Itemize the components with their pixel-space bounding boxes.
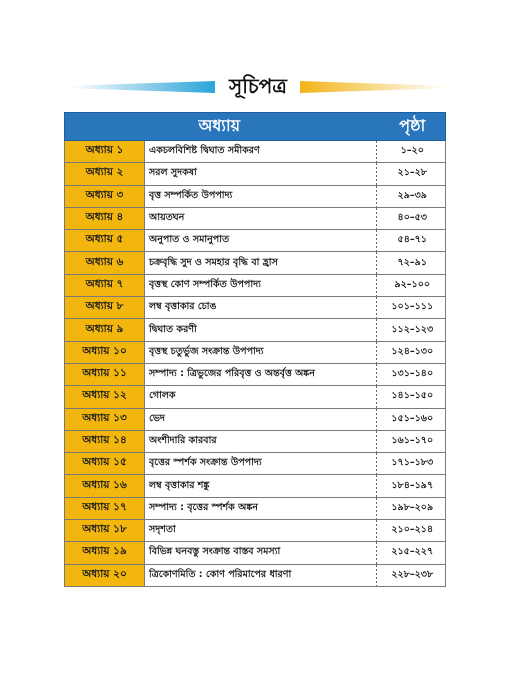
page-range: ৫৪–৭১ [380, 230, 446, 252]
chapter-label: অধ্যায় ১৭ [65, 497, 145, 519]
table-row [65, 230, 446, 252]
chapter-label: অধ্যায় ১৪ [65, 430, 145, 452]
chapter-topic: ভেদ [145, 408, 374, 430]
chapter-topic: বিভিন্ন ঘনবস্তু সংক্রান্ত বাস্তব সমস্যা [145, 542, 374, 564]
title-banner [70, 70, 446, 104]
table-row [65, 207, 446, 229]
chapter-label: অধ্যায় ৯ [65, 319, 145, 341]
table-row [65, 274, 446, 296]
table-row [65, 319, 446, 341]
chapter-topic: লম্ব বৃত্তাকার শঙ্কু [145, 475, 374, 497]
page-range: ১১২–১২৩ [380, 319, 446, 341]
page-range: ৭২–৯১ [380, 252, 446, 274]
page-range: ৯২–১০০ [380, 274, 446, 296]
chapter-topic: বৃত্ত সম্পর্কিত উপপাদ্য [145, 185, 374, 207]
page-range: ১৮৪–১৯৭ [380, 475, 446, 497]
page-range: ২১০–২১৪ [380, 520, 446, 542]
title-bar-right [300, 81, 446, 93]
table-row [65, 453, 446, 475]
chapter-topic: দ্বিঘাত করণী [145, 319, 374, 341]
table-header-row [65, 113, 446, 141]
table-row [65, 564, 446, 586]
table-row [65, 520, 446, 542]
page-range: ২১৫–২২৭ [380, 542, 446, 564]
chapter-label: অধ্যায় ৬ [65, 252, 145, 274]
page-range: ১৬১–১৭০ [380, 430, 446, 452]
table-row [65, 297, 446, 319]
chapter-topic: সম্পাদ্য : ত্রিভুজের পরিবৃত্ত ও অন্তর্বৃত্ত অঙ্কন [145, 363, 374, 385]
chapter-label: অধ্যায় ১৫ [65, 453, 145, 475]
chapter-topic: একচলবিশিষ্ট দ্বিঘাত সমীকরণ [145, 141, 374, 163]
header-page: পৃষ্ঠা [380, 113, 446, 141]
chapter-topic: সরল সুদকষা [145, 163, 374, 185]
chapter-topic: আয়তঘন [145, 207, 374, 229]
title-bar-left [70, 81, 215, 93]
chapter-label: অধ্যায় ৭ [65, 274, 145, 296]
table-row [65, 341, 446, 363]
contents-table [64, 112, 446, 587]
chapter-label: অধ্যায় ৩ [65, 185, 145, 207]
page-range: ১০১–১১১ [380, 297, 446, 319]
table-row [65, 430, 446, 452]
page-range: ২৯–৩৯ [380, 185, 446, 207]
chapter-label: অধ্যায় ১৯ [65, 542, 145, 564]
chapter-label: অধ্যায় ১৬ [65, 475, 145, 497]
chapter-topic: বৃত্তের স্পর্শক সংক্রান্ত উপপাদ্য [145, 453, 374, 475]
chapter-label: অধ্যায় ১৮ [65, 520, 145, 542]
page-title: সূচিপত্র [229, 74, 287, 98]
page-range: ১৭১–১৮৩ [380, 453, 446, 475]
table-row [65, 141, 446, 163]
chapter-topic: সদৃশতা [145, 520, 374, 542]
chapter-label: অধ্যায় ৫ [65, 230, 145, 252]
chapter-topic: সম্পাদ্য : বৃত্তের স্পর্শক অঙ্কন [145, 497, 374, 519]
chapter-topic: বৃত্তস্থ কোণ সম্পর্কিত উপপাদ্য [145, 274, 374, 296]
page-range: ২২৮–২৩৮ [380, 564, 446, 586]
chapter-label: অধ্যায় ১০ [65, 341, 145, 363]
chapter-label: অধ্যায় ১১ [65, 363, 145, 385]
page-range: ১৫১–১৬০ [380, 408, 446, 430]
table-row [65, 497, 446, 519]
table-row [65, 408, 446, 430]
chapter-topic: ত্রিকোণমিতি : কোণ পরিমাপের ধারণা [145, 564, 374, 586]
chapter-topic: গোলক [145, 386, 374, 408]
table-body [65, 141, 446, 587]
chapter-topic: অনুপাত ও সমানুপাত [145, 230, 374, 252]
table-row [65, 542, 446, 564]
page-range: ১৯৮–২০৯ [380, 497, 446, 519]
chapter-label: অধ্যায় ২০ [65, 564, 145, 586]
chapter-topic: অংশীদারি কারবার [145, 430, 374, 452]
chapter-label: অধ্যায় ১ [65, 141, 145, 163]
header-chapter: অধ্যায় [65, 113, 374, 141]
page-range: ১–২০ [380, 141, 446, 163]
page-range: ২১–২৮ [380, 163, 446, 185]
chapter-label: অধ্যায় ১২ [65, 386, 145, 408]
chapter-label: অধ্যায় ১৩ [65, 408, 145, 430]
page-range: ১৩১–১৪০ [380, 363, 446, 385]
table-row [65, 163, 446, 185]
table-row [65, 475, 446, 497]
table-row [65, 363, 446, 385]
page-range: ১৪১–১৫০ [380, 386, 446, 408]
table-row [65, 185, 446, 207]
chapter-label: অধ্যায় ৪ [65, 207, 145, 229]
chapter-topic: চক্রবৃদ্ধি সুদ ও সমহার বৃদ্ধি বা হ্রাস [145, 252, 374, 274]
table-row [65, 252, 446, 274]
chapter-label: অধ্যায় ২ [65, 163, 145, 185]
chapter-topic: লম্ব বৃত্তাকার চোঙ [145, 297, 374, 319]
page-range: ১২৪–১৩০ [380, 341, 446, 363]
table-row [65, 386, 446, 408]
chapter-topic: বৃত্তস্থ চতুর্ভুজ সংক্রান্ত উপপাদ্য [145, 341, 374, 363]
chapter-label: অধ্যায় ৮ [65, 297, 145, 319]
page-range: ৪০–৫৩ [380, 207, 446, 229]
